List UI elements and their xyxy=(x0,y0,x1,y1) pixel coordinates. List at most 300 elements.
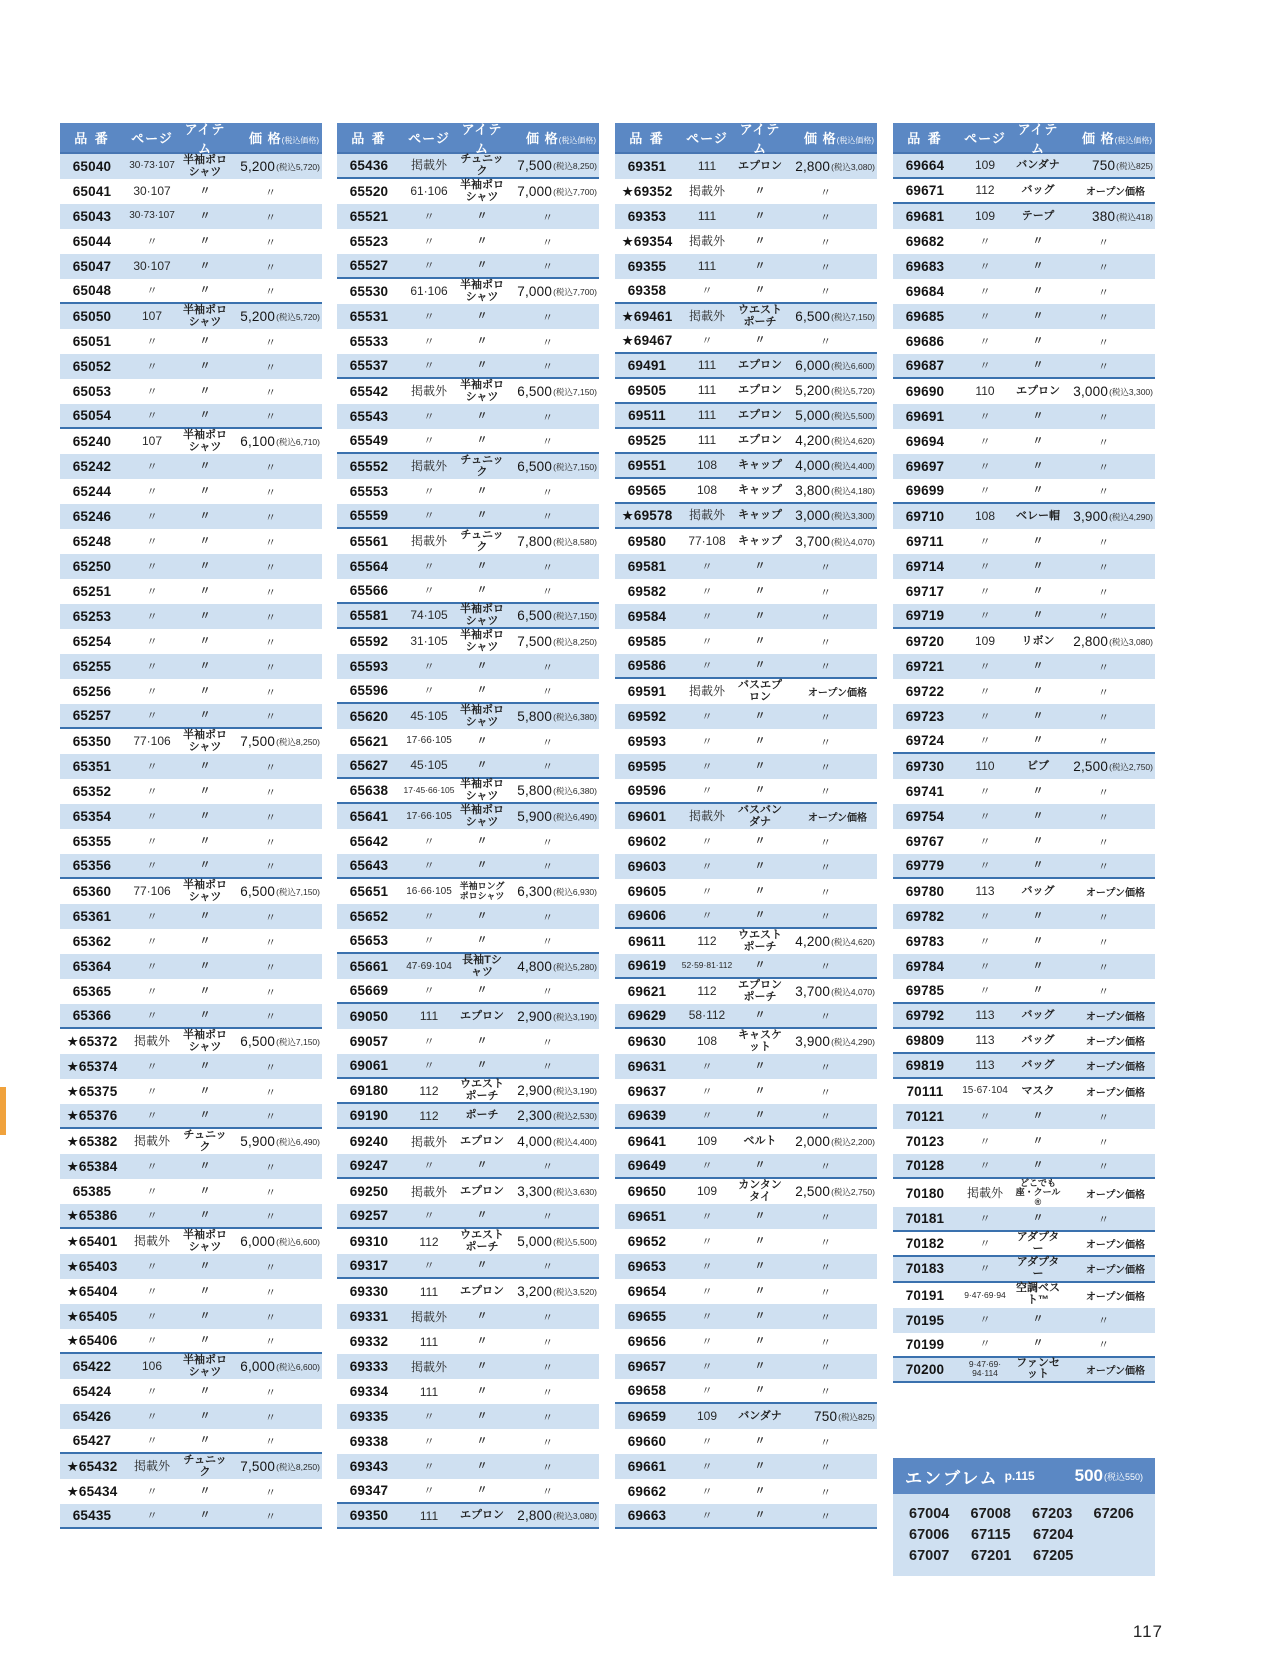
table-row xyxy=(60,654,322,679)
table-row xyxy=(615,504,877,529)
item-code-cell: 69699 xyxy=(905,483,945,498)
price-cell: 〃 xyxy=(1098,961,1109,974)
table-row xyxy=(337,904,599,929)
page-ref-cell: 108 xyxy=(696,483,718,498)
item-code-cell: 65527 xyxy=(349,258,389,274)
table-row xyxy=(615,729,877,754)
price-cell: 〃 xyxy=(542,836,553,849)
page-ref-cell: 〃 xyxy=(146,235,158,248)
page-ref-cell: 〃 xyxy=(146,585,158,598)
price-cell: 〃 xyxy=(1098,610,1109,623)
item-name-cell: 〃 xyxy=(754,1309,766,1322)
item-code-cell: 65651 xyxy=(349,884,389,900)
item-name-cell: 〃 xyxy=(199,1309,211,1322)
page-ref-cell: 〃 xyxy=(423,985,435,997)
table-row xyxy=(60,504,322,529)
page-ref-cell: 112 xyxy=(697,934,717,949)
item-name-cell: 半袖ポロシャツ xyxy=(460,629,504,653)
page-ref-cell: 111 xyxy=(697,259,717,274)
table-row xyxy=(60,854,322,879)
item-code-cell: 65362 xyxy=(72,934,112,949)
table-row xyxy=(337,654,599,679)
item-name-cell: 〃 xyxy=(1032,1313,1044,1326)
price-cell: 〃 xyxy=(265,561,276,574)
item-name-cell: 〃 xyxy=(199,1184,211,1197)
table-row xyxy=(893,154,1155,179)
page-ref-cell: 77·108 xyxy=(688,534,726,549)
page-ref-cell: 〃 xyxy=(701,1310,713,1323)
table-row xyxy=(60,579,322,604)
price-cell: 〃 xyxy=(820,236,831,249)
price-cell: 〃 xyxy=(542,736,553,749)
item-name-cell: 〃 xyxy=(199,858,211,871)
item-name-cell: 〃 xyxy=(199,1159,211,1172)
item-code-cell: 70180 xyxy=(905,1185,945,1201)
item-name-cell: バッグ xyxy=(1021,1033,1055,1046)
page-ref-cell: 30·107 xyxy=(133,184,171,199)
price-cell: 6,500 (税込7,150) xyxy=(517,459,597,475)
item-code-cell: 65050 xyxy=(72,309,112,324)
page-ref-cell: 掲載外 xyxy=(133,1234,170,1249)
item-name-cell: 〃 xyxy=(754,1108,766,1121)
page-ref-cell: 17·66·105 xyxy=(406,810,452,822)
item-name-cell: 〃 xyxy=(476,910,488,922)
page-ref-cell: 掲載外 xyxy=(410,1359,447,1374)
price-cell: 〃 xyxy=(1098,461,1109,474)
item-code-cell: 69605 xyxy=(627,884,667,899)
table-row xyxy=(337,779,599,804)
page-ref-cell: 〃 xyxy=(979,835,991,848)
item-code-cell: 69819 xyxy=(905,1058,945,1073)
item-name-cell: 〃 xyxy=(199,359,211,372)
table-row xyxy=(60,1129,322,1154)
table-row xyxy=(615,704,877,729)
emblem-page-ref: p.115 xyxy=(1004,1469,1035,1483)
page-ref-cell: 17·66·105 xyxy=(406,735,452,747)
item-name-cell: 〃 xyxy=(476,984,488,996)
item-name-cell: 半袖ポロシャツ xyxy=(460,704,504,728)
item-name-cell: バッグ xyxy=(1021,1058,1055,1071)
page-ref-cell: 〃 xyxy=(979,1238,991,1251)
item-code-cell: 69660 xyxy=(627,1434,667,1449)
table-row xyxy=(615,604,877,629)
price-cell: 5,200 (税込5,720) xyxy=(240,309,320,324)
item-name-cell: 〃 xyxy=(754,1234,766,1247)
price-cell: 〃 xyxy=(820,636,831,649)
price-cell: 〃 xyxy=(820,1286,831,1299)
item-name-cell: ウエストポーチ xyxy=(738,303,782,328)
page-ref-cell: 〃 xyxy=(701,1509,713,1522)
page-ref-cell: 〃 xyxy=(979,810,991,823)
price-cell: 〃 xyxy=(265,536,276,549)
item-name-cell: バッグ xyxy=(1021,1008,1055,1021)
item-name-cell: 〃 xyxy=(1032,733,1044,746)
page-ref-cell: 〃 xyxy=(146,360,158,373)
item-code-cell: 65564 xyxy=(349,559,389,575)
table-row xyxy=(337,604,599,629)
page-ref-cell: 〃 xyxy=(701,1335,713,1348)
item-code-cell: 69662 xyxy=(627,1484,667,1499)
item-name-cell: エプロン xyxy=(1016,384,1060,397)
header-item-name: アイテム xyxy=(184,121,226,156)
item-name-cell: 〃 xyxy=(1032,434,1044,447)
price-cell: 〃 xyxy=(542,1311,553,1324)
table-row xyxy=(893,1129,1155,1154)
item-name-cell: 半袖ポロシャツ xyxy=(460,804,504,828)
table-row xyxy=(337,254,599,279)
item-name-cell: 〃 xyxy=(199,1059,211,1072)
item-code-cell: ★69467 xyxy=(621,332,673,348)
item-name-cell: 〃 xyxy=(199,584,211,597)
item-code-cell: 69593 xyxy=(627,734,667,749)
item-name-cell: 〃 xyxy=(1032,534,1044,547)
page-ref-cell: 〃 xyxy=(701,1435,713,1448)
table-row xyxy=(60,754,322,779)
item-code-cell: 65652 xyxy=(349,909,389,925)
item-name-cell: 〃 xyxy=(199,659,211,672)
table-header xyxy=(60,123,322,154)
header-tax-note: (税込価格) xyxy=(558,136,596,145)
item-code-cell: 69723 xyxy=(905,709,945,724)
item-code-cell: ★65405 xyxy=(66,1308,118,1324)
page-ref-cell: 〃 xyxy=(701,284,713,297)
price-cell: 〃 xyxy=(820,660,831,673)
table-row xyxy=(615,404,877,429)
item-code-cell: 65351 xyxy=(72,759,112,774)
emblem-code: 67206 xyxy=(1093,1506,1134,1522)
item-name-cell: エプロン xyxy=(460,1185,504,1198)
price-cell: 〃 xyxy=(265,686,276,699)
page-ref-cell: 〃 xyxy=(979,585,991,598)
item-code-cell: 69722 xyxy=(905,684,945,699)
item-name-cell: 半袖ポロシャツ xyxy=(183,878,227,903)
price-cell: 〃 xyxy=(265,860,276,873)
page-ref-cell: 〃 xyxy=(146,635,158,648)
price-cell: 〃 xyxy=(542,585,553,598)
table-row xyxy=(893,929,1155,954)
item-code-cell: 65248 xyxy=(72,534,112,549)
item-name-cell: エプロン xyxy=(460,1010,504,1022)
item-code-cell: 69724 xyxy=(905,733,945,748)
table-row xyxy=(615,879,877,904)
table-row xyxy=(60,804,322,829)
page-ref-cell: 107 xyxy=(141,309,163,324)
price-cell: 〃 xyxy=(1098,311,1109,324)
page-ref-cell: 〃 xyxy=(146,1485,158,1498)
item-name-cell: バンダナ xyxy=(738,1409,782,1422)
page-ref-cell: 掲載外 xyxy=(133,1034,170,1049)
item-name-cell: ウエストポーチ xyxy=(460,1229,504,1253)
table-body xyxy=(893,154,1155,1383)
item-name-cell: マスク xyxy=(1021,1084,1055,1097)
item-name-cell: 〃 xyxy=(1032,1134,1044,1147)
table-row xyxy=(60,604,322,629)
table-row xyxy=(337,804,599,829)
price-cell: 〃 xyxy=(265,1510,276,1523)
price-cell: オープン価格 xyxy=(1085,1291,1145,1303)
page-ref-cell: 〃 xyxy=(146,685,158,698)
table-row xyxy=(60,304,322,329)
price-cell: 〃 xyxy=(1098,811,1109,824)
item-code-cell: 65643 xyxy=(349,858,389,874)
table-row xyxy=(615,1404,877,1429)
price-cell: 〃 xyxy=(265,1311,276,1324)
item-name-cell: ファンセット xyxy=(1016,1356,1060,1381)
item-name-cell: 〃 xyxy=(754,709,766,722)
page-ref-cell: 〃 xyxy=(146,1509,158,1522)
emblem-tax: (税込550) xyxy=(1103,1471,1143,1482)
table-row xyxy=(893,1154,1155,1179)
page-ref-cell: 掲載外 xyxy=(410,1134,447,1149)
page-ref-cell: 〃 xyxy=(979,1135,991,1148)
table-row xyxy=(337,554,599,579)
item-name-cell: 〃 xyxy=(199,484,211,497)
table-row xyxy=(893,1308,1155,1333)
item-code-cell: 65053 xyxy=(72,384,112,399)
item-code-cell: 65250 xyxy=(72,559,112,574)
table-row xyxy=(893,704,1155,729)
item-name-cell: エプロン xyxy=(738,383,782,396)
table-row xyxy=(893,1207,1155,1232)
page-ref-cell: 109 xyxy=(696,1184,718,1199)
item-code-cell: 65542 xyxy=(349,384,389,400)
item-code-cell: 65424 xyxy=(72,1384,112,1399)
page-ref-cell: 〃 xyxy=(979,335,991,348)
emblem-code: 67205 xyxy=(1033,1548,1074,1564)
price-cell: 〃 xyxy=(265,336,276,349)
page-ref-cell: 〃 xyxy=(423,1210,435,1223)
item-code-cell: 69317 xyxy=(349,1258,389,1274)
price-cell: 〃 xyxy=(1098,860,1109,873)
item-name-cell: ポーチ xyxy=(465,1109,499,1122)
table-row xyxy=(893,1232,1155,1257)
price-cell: 〃 xyxy=(820,861,831,874)
item-code-cell: 69661 xyxy=(627,1459,667,1474)
price-cell: 〃 xyxy=(265,1110,276,1123)
item-code-cell: 69649 xyxy=(627,1158,667,1173)
page-ref-cell: 31·105 xyxy=(410,634,448,649)
price-cell: 6,500 (税込7,150) xyxy=(240,1034,320,1049)
table-row xyxy=(60,429,322,454)
header-item-name: アイテム xyxy=(739,121,781,156)
page-ref-cell: 〃 xyxy=(423,235,435,248)
item-name-cell: 〃 xyxy=(754,908,766,921)
item-code-cell: 69687 xyxy=(905,358,945,373)
table-row xyxy=(337,1104,599,1129)
price-cell: 〃 xyxy=(1098,661,1109,674)
item-code-cell: 69582 xyxy=(627,584,667,599)
item-name-cell: エプロン xyxy=(460,1509,504,1522)
item-code-cell: 69681 xyxy=(905,209,945,224)
item-name-cell: 〃 xyxy=(199,1259,211,1272)
item-code-cell: 70200 xyxy=(905,1361,945,1377)
item-code-cell: 65537 xyxy=(349,358,389,374)
item-code-cell: 69694 xyxy=(905,434,945,449)
price-cell: 〃 xyxy=(265,986,276,999)
item-code-cell: 65642 xyxy=(349,834,389,850)
table-row xyxy=(893,904,1155,929)
header-tax-note: (税込価格) xyxy=(1114,136,1152,145)
item-name-cell: 〃 xyxy=(754,734,766,747)
page-ref-cell: 〃 xyxy=(146,1285,158,1298)
item-name-cell: 〃 xyxy=(199,259,211,272)
header-item-code: 品 番 xyxy=(351,131,387,146)
price-cell: 〃 xyxy=(542,336,553,349)
item-code-cell: 65054 xyxy=(72,408,112,423)
table-row xyxy=(893,1358,1155,1383)
emblem-code-row xyxy=(909,1506,1155,1522)
item-name-cell: バッグ xyxy=(1021,183,1055,196)
table-row xyxy=(337,1354,599,1379)
price-cell: 〃 xyxy=(1098,411,1109,424)
price-cell: 380 (税込418) xyxy=(1092,209,1153,224)
table-row xyxy=(615,1104,877,1129)
item-code-cell: 65533 xyxy=(349,334,389,350)
table-row xyxy=(615,354,877,379)
item-name-cell: 〃 xyxy=(754,559,766,572)
item-name-cell: 〃 xyxy=(476,1335,488,1348)
item-code-cell: 69792 xyxy=(905,1008,945,1023)
item-code-cell: 69603 xyxy=(627,859,667,874)
item-code-cell: 65592 xyxy=(349,634,389,650)
item-name-cell: 〃 xyxy=(754,283,766,296)
page-ref-cell: 掲載外 xyxy=(133,1459,170,1474)
item-name-cell: 〃 xyxy=(199,1433,211,1446)
price-cell: 〃 xyxy=(265,611,276,624)
price-cell: 〃 xyxy=(265,1486,276,1499)
table-row xyxy=(337,929,599,954)
price-cell: 2,500 (税込2,750) xyxy=(1073,759,1153,774)
page-ref-cell: 112 xyxy=(419,1108,439,1123)
table-row xyxy=(337,854,599,879)
price-cell: 〃 xyxy=(265,410,276,423)
item-name-cell: 〃 xyxy=(199,1084,211,1097)
price-cell: 7,500 (税込8,250) xyxy=(517,634,597,650)
price-cell: 〃 xyxy=(265,1061,276,1074)
item-name-cell: 〃 xyxy=(199,408,211,421)
item-name-cell: 半袖ポロシャツ xyxy=(183,1028,227,1053)
price-cell: 〃 xyxy=(820,1436,831,1449)
page-ref-cell: 110 xyxy=(975,384,995,399)
page-ref-cell: 112 xyxy=(697,984,717,999)
page-ref-cell: 〃 xyxy=(146,1385,158,1398)
price-cell: 〃 xyxy=(542,1060,553,1073)
price-cell: 〃 xyxy=(820,1160,831,1173)
item-name-cell: 〃 xyxy=(476,309,488,322)
page-ref-cell: 113 xyxy=(975,1033,995,1048)
item-code-cell: 69330 xyxy=(349,1284,389,1300)
table-row xyxy=(60,1204,322,1229)
item-code-cell: 65365 xyxy=(72,984,112,999)
table-row xyxy=(893,854,1155,879)
table-row xyxy=(337,1229,599,1254)
item-code-cell: ★65374 xyxy=(66,1058,118,1074)
item-code-cell: 65048 xyxy=(72,283,112,298)
item-name-cell: 〃 xyxy=(199,184,211,197)
item-code-cell: 69654 xyxy=(627,1284,667,1299)
item-name-cell: 〃 xyxy=(1032,709,1044,722)
item-code-cell: 69651 xyxy=(627,1209,667,1224)
item-code-cell: 65559 xyxy=(349,508,389,524)
item-name-cell: 〃 xyxy=(199,684,211,697)
page-ref-cell: 30·73·107 xyxy=(129,160,175,172)
page-ref-cell: 30·107 xyxy=(133,259,171,274)
item-code-cell: 65355 xyxy=(72,834,112,849)
item-name-cell: 〃 xyxy=(476,433,488,446)
page-ref-cell: 〃 xyxy=(423,310,435,323)
table-row xyxy=(893,279,1155,304)
item-name-cell: 〃 xyxy=(199,234,211,247)
price-cell: 〃 xyxy=(1098,485,1109,498)
price-cell: 〃 xyxy=(820,186,831,199)
table-row xyxy=(337,879,599,904)
page-ref-cell: 〃 xyxy=(146,335,158,348)
page-ref-cell: 109 xyxy=(974,158,996,173)
item-code-cell: 69332 xyxy=(349,1334,389,1350)
item-code-cell: 65254 xyxy=(72,634,112,649)
price-cell: 〃 xyxy=(1098,735,1109,748)
emblem-code: 67008 xyxy=(970,1506,1011,1522)
item-name-cell: 〃 xyxy=(199,959,211,972)
price-cell: 〃 xyxy=(265,211,276,224)
page-ref-cell: 〃 xyxy=(423,1485,435,1498)
item-code-cell: 69347 xyxy=(349,1483,389,1499)
item-code-cell: 65366 xyxy=(72,1008,112,1023)
item-code-cell: 69671 xyxy=(905,183,945,198)
price-cell: 〃 xyxy=(542,911,553,924)
table-row xyxy=(615,1029,877,1054)
page-ref-cell: 〃 xyxy=(146,1434,158,1447)
table-row xyxy=(337,204,599,229)
page-ref-cell: 〃 xyxy=(979,535,991,548)
page-ref-cell: 〃 xyxy=(979,235,991,248)
price-cell: 〃 xyxy=(542,1160,553,1173)
price-cell: 〃 xyxy=(820,1361,831,1374)
price-cell: 〃 xyxy=(820,886,831,899)
page-ref-cell: 9·47·69·94 xyxy=(964,1289,1006,1300)
price-cell: 3,000 (税込3,300) xyxy=(1073,384,1153,399)
page-ref-cell: 〃 xyxy=(146,1160,158,1173)
item-name-cell: 〃 xyxy=(476,583,488,596)
item-name-cell: 〃 xyxy=(1032,784,1044,797)
table-row xyxy=(60,329,322,354)
item-name-cell: 〃 xyxy=(199,1208,211,1221)
item-code-cell: 69653 xyxy=(627,1259,667,1274)
price-cell: 3,700 (税込4,070) xyxy=(795,984,875,999)
item-code-cell: 65047 xyxy=(72,259,112,274)
table-row xyxy=(893,1257,1155,1282)
page-ref-cell: 〃 xyxy=(423,584,435,597)
table-body xyxy=(615,154,877,1529)
table-row xyxy=(893,1333,1155,1358)
price-cell: 〃 xyxy=(820,211,831,224)
item-name-cell: 〃 xyxy=(1032,608,1044,621)
item-name-cell: 半袖ポロシャツ xyxy=(183,1228,227,1253)
price-cell: 5,900 (税込6,490) xyxy=(240,1134,320,1149)
table-row xyxy=(615,1079,877,1104)
page-ref-cell: 〃 xyxy=(979,1263,991,1276)
item-code-cell: 69658 xyxy=(627,1383,667,1398)
table-row xyxy=(337,429,599,454)
table-row xyxy=(893,654,1155,679)
item-code-cell: 69591 xyxy=(627,684,667,699)
price-cell: 〃 xyxy=(542,1461,553,1474)
table-row xyxy=(337,1404,599,1429)
item-code-cell: 69585 xyxy=(627,634,667,649)
item-name-cell: 〃 xyxy=(199,634,211,647)
table-row xyxy=(337,1079,599,1104)
price-cell: 3,000 (税込3,300) xyxy=(795,508,875,523)
